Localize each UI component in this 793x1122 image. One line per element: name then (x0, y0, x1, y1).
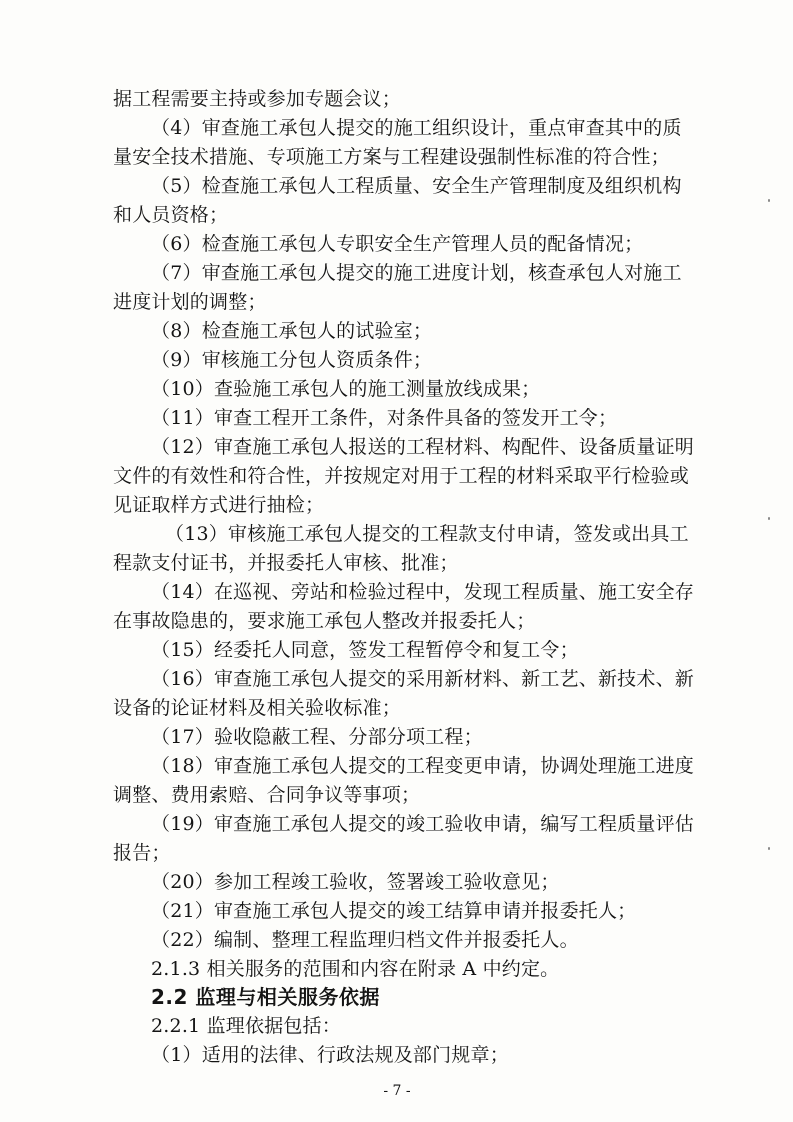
text-line: 2.1.3 相关服务的范围和内容在附录 A 中约定。 (151, 958, 560, 980)
text-line: （11）审查工程开工条件，对条件具备的签发开工令； (151, 407, 618, 429)
text-line: （6）检查施工承包人专职安全生产管理人员的配备情况； (151, 233, 644, 255)
text-line: （1）适用的法律、行政法规及部门规章； (151, 1044, 509, 1066)
text-line: （14）在巡视、旁站和检验过程中，发现工程质量、施工安全存 (151, 581, 694, 603)
text-line: （18）审查施工承包人提交的工程变更申请，协调处理施工进度 (151, 755, 694, 777)
text-line: （5）检查施工承包人工程质量、安全生产管理制度及组织机构 (151, 175, 682, 197)
text-line: 和人员资格； (113, 204, 229, 226)
text-line: 文件的有效性和符合性，并按规定对用于工程的材料采取平行检验或 (113, 465, 690, 487)
text-line: 见证取样方式进行抽检； (113, 494, 325, 516)
page-number: - 7 - (383, 1083, 411, 1099)
text-line: 2.2.1 监理依据包括： (151, 1015, 341, 1037)
text-line: （19）审查施工承包人提交的竣工验收申请，编写工程质量评估 (151, 813, 694, 835)
text-line: （22）编制、整理工程监理归档文件并报委托人。 (151, 929, 579, 951)
text-line: （20）参加工程竣工验收，签署竣工验收意见； (151, 871, 560, 893)
text-line: 程款支付证书，并报委托人审核、批准； (113, 552, 459, 574)
text-line: （15）经委托人同意，签发工程暂停令和复工令； (151, 639, 579, 661)
text-line: （7）审查施工承包人提交的施工进度计划，核查承包人对施工 (151, 262, 682, 284)
text-line: （8）检查施工承包人的试验室； (151, 320, 433, 342)
text-line: 调整、费用索赔、合同争议等事项； (113, 784, 421, 806)
scan-speck (768, 517, 770, 520)
text-line: 在事故隐患的，要求施工承包人整改并报委托人； (113, 610, 536, 632)
text-line: （9）审核施工分包人资质条件； (151, 349, 433, 371)
text-line: （16）审查施工承包人提交的采用新材料、新工艺、新技术、新 (151, 668, 694, 690)
text-line: 据工程需要主持或参加专题会议； (113, 88, 402, 110)
text-line: （21）审查施工承包人提交的竣工结算申请并报委托人； (151, 900, 637, 922)
scan-speck (768, 847, 770, 850)
text-line: （13）审核施工承包人提交的工程款支付申请，签发或出具工 (165, 523, 689, 545)
text-line: 量安全技术措施、专项施工方案与工程建设强制性标准的符合性； (113, 146, 670, 168)
text-line: 设备的论证材料及相关验收标准； (113, 697, 402, 719)
section-heading: 2.2 监理与相关服务依据 (151, 985, 380, 1009)
scan-speck (768, 199, 770, 202)
text-line: 进度计划的调整； (113, 291, 267, 313)
text-line: （10）查验施工承包人的施工测量放线成果； (151, 378, 541, 400)
text-line: （12）审查施工承包人报送的工程材料、构配件、设备质量证明 (151, 436, 694, 458)
text-line: （4）审查施工承包人提交的施工组织设计，重点审查其中的质 (151, 117, 682, 139)
text-line: 报告； (113, 842, 171, 864)
text-line: （17）验收隐蔽工程、分部分项工程； (151, 726, 483, 748)
